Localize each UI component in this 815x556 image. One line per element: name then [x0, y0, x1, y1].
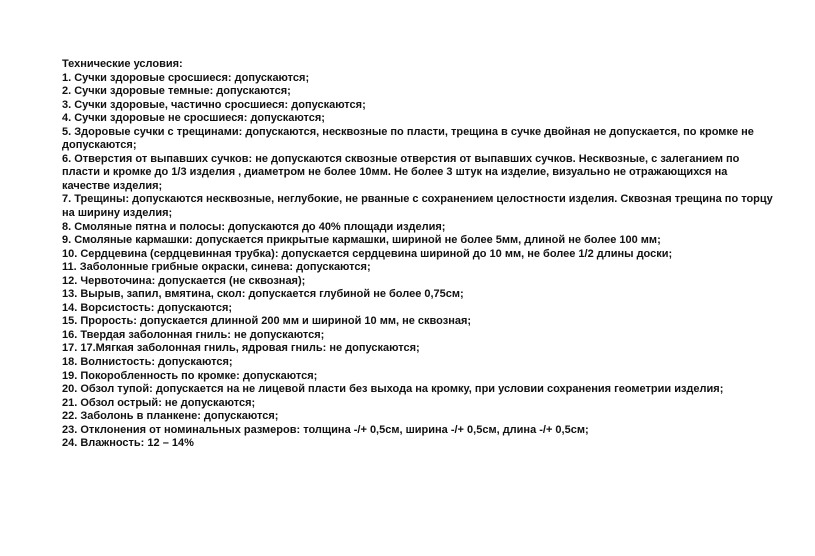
condition-item-4: 4. Сучки здоровые не сросшиеся: допускаются; — [62, 112, 325, 125]
condition-item-19: 19. Покоробленность по кромке: допускаются; — [62, 369, 318, 382]
condition-item-24: 24. Влажность: 12 – 14% — [62, 437, 194, 450]
condition-item-18: 18. Волнистость: допускаются; — [62, 356, 233, 369]
condition-item-2: 2. Сучки здоровые темные: допускаются; — [62, 85, 291, 98]
condition-item-1: 1. Сучки здоровые сросшиеся: допускаются; — [62, 71, 310, 84]
condition-item-13: 13. Вырыв, запил, вмятина, скол: допускается глубиной не более 0,75см; — [62, 288, 464, 301]
condition-item-16: 16. Твердая заболонная гниль: не допускаются; — [62, 328, 325, 341]
condition-item-21: 21. Обзол острый: не допускаются; — [62, 396, 256, 409]
condition-item-14: 14. Ворсистость: допускаются; — [62, 301, 233, 314]
condition-item-15: 15. Прорость: допускается длинной 200 мм и шириной 10 мм, не сквозная; — [62, 315, 472, 328]
technical-conditions-document — [62, 58, 774, 451]
condition-item-6: 6. Отверстия от выпавших сучков: не допускаются сквозные отверстия от выпавших сучков. Несквозные, с залеганием по пласти и кромке до 1/3 изделия , диаметром не более 10мм. Не более 3 штук на изделие, визуально не отражающихся на качестве изделия; — [62, 152, 740, 192]
condition-item-23: 23. Отклонения от номинальных размеров: толщина -/+ 0,5см, ширина -/+ 0,5см, длина -/+ 0,5см; — [62, 423, 589, 436]
condition-item-11: 11. Заболонные грибные окраски, синева: допускаются; — [62, 261, 371, 274]
condition-item-3: 3. Сучки здоровые, частично сросшиеся: допускаются; — [62, 98, 366, 111]
condition-item-7: 7. Трещины: допускаются несквозные, неглубокие, не рванные с сохранением целостности изделия. Сквозная трещина по торцу на ширину изделия; — [62, 193, 773, 220]
condition-item-5: 5. Здоровые сучки с трещинами: допускаются, несквозные по пласти, трещина в сучке двойная не допускается, по кромке не допускаются; — [62, 125, 754, 152]
condition-item-17: 17. 17.Мягкая заболонная гниль, ядровая гниль: не допускаются; — [62, 342, 420, 355]
condition-item-12: 12. Червоточина: допускается (не сквозная); — [62, 274, 306, 287]
condition-item-9: 9. Смоляные кармашки: допускается прикрытые кармашки, шириной не более 5мм, длиной не более 100 мм; — [62, 234, 661, 247]
condition-item-8: 8. Смоляные пятна и полосы: допускаются до 40% площади изделия; — [62, 220, 446, 233]
condition-item-10: 10. Сердцевина (сердцевинная трубка): допускается сердцевина шириной до 10 мм, не более 1/2 длины доски; — [62, 247, 673, 260]
document-heading: Технические условия: — [62, 58, 183, 70]
condition-item-22: 22. Заболонь в планкене: допускаются; — [62, 410, 279, 423]
condition-item-20: 20. Обзол тупой: допускается на не лицевой пласти без выхода на кромку, при условии сохранения геометрии изделия; — [62, 383, 724, 396]
